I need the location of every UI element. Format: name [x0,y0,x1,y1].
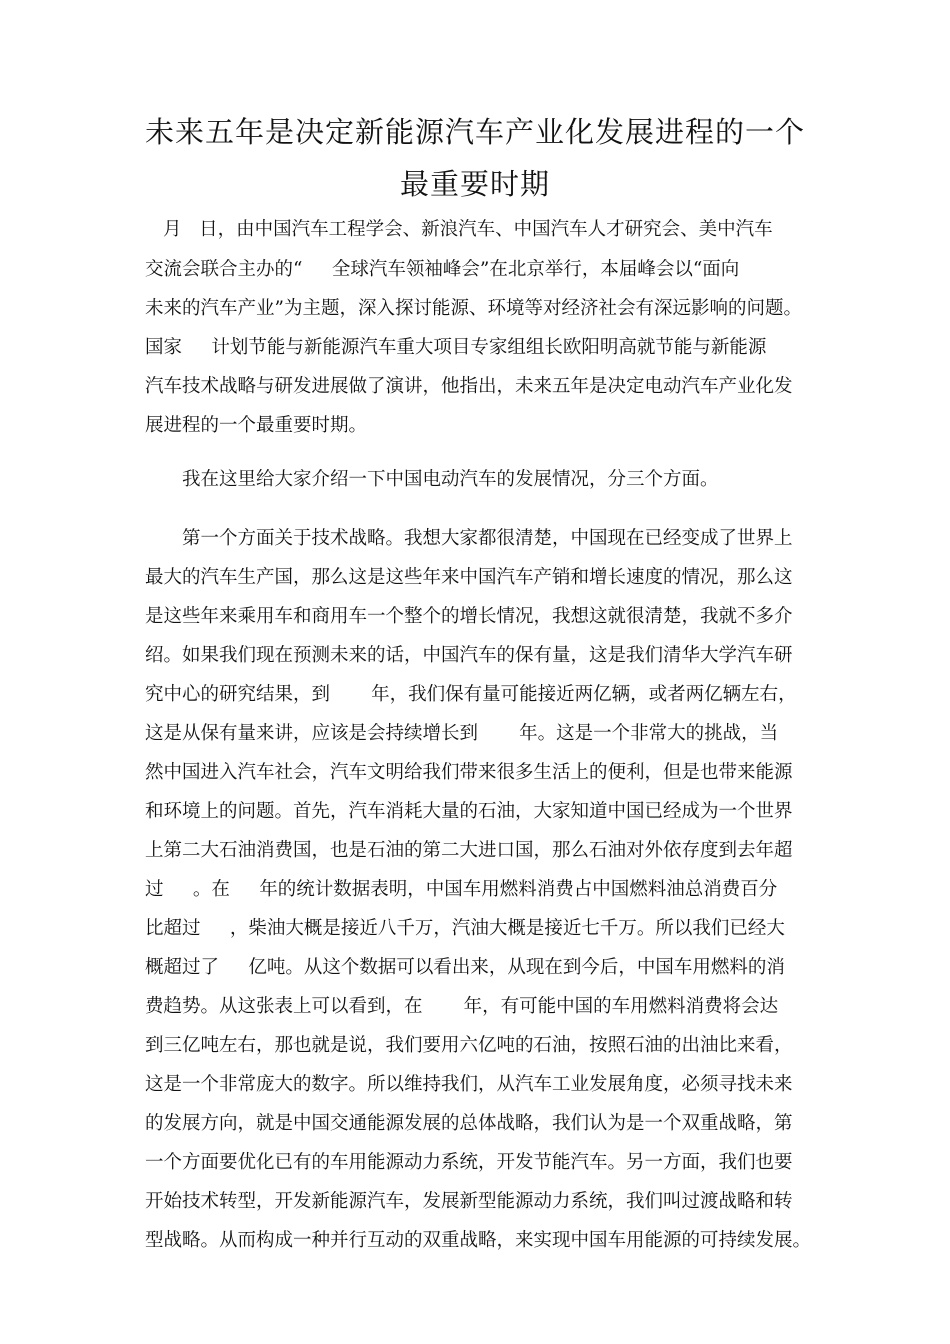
paragraph-1-line-6: 展进程的一个最重要时期。 [145,415,368,436]
paragraph-3-line-1: 第一个方面关于技术战略。我想大家都很清楚，中国现在已经变成了世界上 [182,528,793,549]
paragraph-1-line-4: 国家 计划节能与新能源汽车重大项目专家组组长欧阳明高就节能与新能源 [145,337,767,358]
paragraph-1-line-2: 交流会联合主办的“ 全球汽车领袖峰会”在北京举行，本届峰会以“面向 [145,259,740,280]
paragraph-3-line-17: 一个方面要优化已有的车用能源动力系统，开发节能汽车。另一方面，我们也要 [145,1152,793,1173]
paragraph-3-line-11: 比超过 ，柴油大概是接近八千万，汽油大概是接近七千万。所以我们已经大 [145,918,785,939]
paragraph-3-line-5: 究中心的研究结果，到 年，我们保有量可能接近两亿辆，或者两亿辆左右， [145,684,797,705]
paragraph-3-line-9: 上第二大石油消费国，也是石油的第二大进口国，那么石油对外依存度到去年超 [145,840,793,861]
paragraph-3-line-4: 绍。如果我们现在预测未来的话，中国汽车的保有量，这是我们清华大学汽车研 [145,645,793,666]
paragraph-3-line-16: 的发展方向，就是中国交通能源发展的总体战略，我们认为是一个双重战略，第 [145,1113,793,1134]
paragraph-1-line-5: 汽车技术战略与研发进展做了演讲，他指出，未来五年是决定电动汽车产业化发 [145,376,793,397]
paragraph-1-line-1: 月 日，由中国汽车工程学会、新浪汽车、中国汽车人才研究会、美中汽车 [163,219,773,240]
paragraph-2-line-1: 我在这里给大家介绍一下中国电动汽车的发展情况，分三个方面。 [182,469,719,490]
paragraph-3-line-2: 最大的汽车生产国，那么这是这些年来中国汽车产销和增长速度的情况，那么这 [145,567,793,588]
paragraph-3-line-6: 这是从保有量来讲，应该是会持续增长到 年。这是一个非常大的挑战，当 [145,723,779,744]
document-title-line-2: 最重要时期 [399,167,550,201]
paragraph-3-line-13: 费趋势。从这张表上可以看到，在 年，有可能中国的车用燃料消费将会达 [145,996,779,1017]
document-title-line-1: 未来五年是决定新能源汽车产业化发展进程的一个 [144,115,805,149]
paragraph-1-line-3: 未来的汽车产业”为主题，深入探讨能源、环境等对经济社会有深远影响的问题。 [145,298,802,319]
paragraph-3-line-7: 然中国进入汽车社会，汽车文明给我们带来很多生活上的便利，但是也带来能源 [145,762,793,783]
paragraph-3-line-3: 是这些年来乘用车和商用车一个整个的增长情况，我想这就很清楚，我就不多介 [145,606,793,627]
paragraph-3-line-10: 过 。在 年的统计数据表明，中国车用燃料消费占中国燃料油总消费百分 [145,879,778,900]
paragraph-3-line-8: 和环境上的问题。首先，汽车消耗大量的石油，大家知道中国已经成为一个世界 [145,801,793,822]
paragraph-3-line-14: 到三亿吨左右，那也就是说，我们要用六亿吨的石油，按照石油的出油比来看， [145,1035,793,1056]
paragraph-3-line-15: 这是一个非常庞大的数字。所以维持我们，从汽车工业发展角度，必须寻找未来 [145,1074,793,1095]
paragraph-3-line-12: 概超过了 亿吨。从这个数据可以看出来，从现在到今后，中国车用燃料的消 [145,957,785,978]
paragraph-3-line-18: 开始技术转型，开发新能源汽车，发展新型能源动力系统，我们叫过渡战略和转 [145,1191,793,1212]
paragraph-3-line-19: 型战略。从而构成一种并行互动的双重战略，来实现中国车用能源的可持续发展。 [145,1230,812,1251]
